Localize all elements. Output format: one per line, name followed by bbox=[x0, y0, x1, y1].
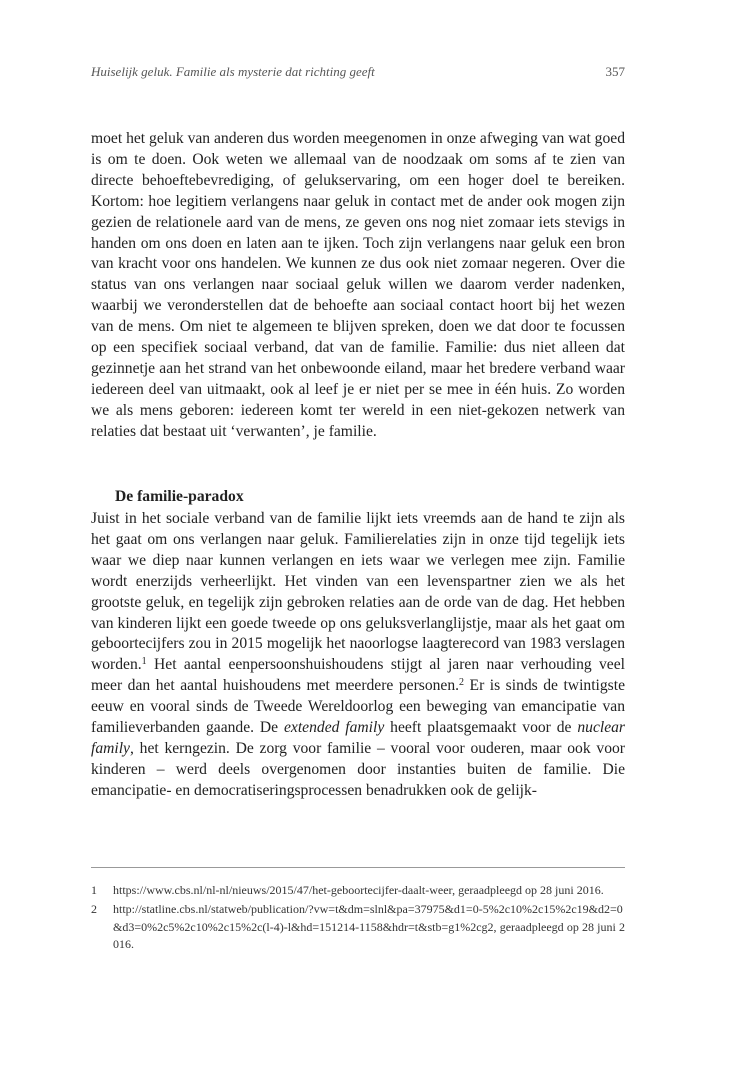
paragraph-text: , het kerngezin. De zorg voor familie – vooral voor ouderen, maar ook voor kinderen – werd deels overgenomen door instanties buiten de familie. Die emancipatie- en democratiseringsprocessen benadrukken ook de gelijk- bbox=[91, 739, 625, 799]
footnote-2 bbox=[91, 901, 625, 953]
footnote-1 bbox=[91, 882, 625, 899]
page-number: 357 bbox=[605, 64, 625, 79]
running-head-title: Huiselijk geluk. Familie als mysterie dat richting geeft bbox=[91, 64, 375, 79]
paragraph-text: Er is sinds de twintigste eeuw en vooral sinds de Tweede Wereldoorlog een beweging van emancipatie van familieverbanden gaande. De bbox=[91, 677, 625, 737]
section-heading: De familie-paradox bbox=[115, 488, 244, 505]
footnote-link-text[interactable]: http://statline.cbs.nl/statweb/publication/?vw=t&dm=slnl&pa=37975&d1=0-5%2c10%2c15%2c19&d2=0&d3=0%2c5%2c10%2c15%2c(l-4)-l&hd=151214-1158&hdr=t&stb=g1%2cg2, geraadpleegd op 28 juni 2016. bbox=[113, 902, 625, 952]
footnote-divider bbox=[91, 867, 625, 868]
footnote-number: 1 bbox=[91, 883, 97, 897]
footnotes bbox=[91, 882, 625, 956]
footnote-link-text[interactable]: https://www.cbs.nl/nl-nl/nieuws/2015/47/het-geboortecijfer-daalt-weer, geraadpleegd op 28 juni 2016. bbox=[113, 883, 604, 897]
footnote-reference-1[interactable]: 1 bbox=[141, 656, 147, 668]
footnote-reference-2[interactable]: 2 bbox=[459, 677, 465, 689]
paragraph-text: Juist in het sociale verband van de familie lijkt iets vreemds aan de hand te zijn als het gaat om ons verlangen naar geluk. Familierelaties zijn in onze tijd tegelijk iets waar we diep naar kunnen verlangen en iets waar we verlegen mee zijn. Familie wordt enerzijds verheerlijkt. Het vinden van een levenspartner zien we als het grootste geluk, en tegelijk zijn gebroken relaties aan de orde van de dag. Het hebben van kinderen lijkt een goede tweede op ons geluksverlanglijstje, maar als het gaat om geboortecijfers zou in 2015 mogelijk het naoorlogse laagterecord van 1983 verslagen worden. bbox=[91, 510, 625, 674]
paragraph-text: heeft plaatsgemaakt voor de bbox=[384, 719, 578, 737]
italic-term-nuclear-family: nuclear family bbox=[91, 719, 625, 757]
footnote-number: 2 bbox=[91, 902, 97, 917]
body-paragraph-1: moet het geluk van anderen dus worden meegenomen in onze afweging van wat goed is om te doen. Ook weten we allemaal van de noodzaak om soms af te zien van directe behoeftebevrediging, of gelukservaring, om een hoger doel te bereiken. Kortom: hoe legitiem verlangens naar geluk in contact met de ander ook mogen zijn gezien de relationele aard van de mens, ze geven ons nog niet zomaar iets stevigs in handen om ons doen en laten aan te ijken. Toch zijn verlangens naar geluk een bron van kracht voor ons handelen. We kunnen ze dus ook niet zomaar negeren. Over die status van ons verlangen naar sociaal geluk willen we daarom verder nadenken, waarbij we veronderstellen dat de behoefte aan sociaal contact hoort bij het wezen van de mens. Om niet te algemeen te blijven spreken, doen we dat door te focussen op een specifiek sociaal verband, dat van de familie. Familie: dus niet alleen dat gezinnetje aan het strand van het onbewoonde eiland, maar het bredere verband waar iedereen deel van uitmaakt, ook al leef je er niet per se mee in één huis. Zo worden we als mens geboren: iedereen komt ter wereld in een niet-gekozen netwerk van relaties dat bestaat uit ‘verwanten’, je familie. bbox=[91, 130, 625, 440]
italic-term-extended-family: extended family bbox=[284, 719, 385, 737]
paragraph-text: Het aantal eenpersoonshuishoudens stijgt al jaren naar verhouding veel meer dan het aantal huishoudens met meerdere personen. bbox=[91, 656, 625, 695]
body-paragraph-2 bbox=[91, 509, 625, 802]
